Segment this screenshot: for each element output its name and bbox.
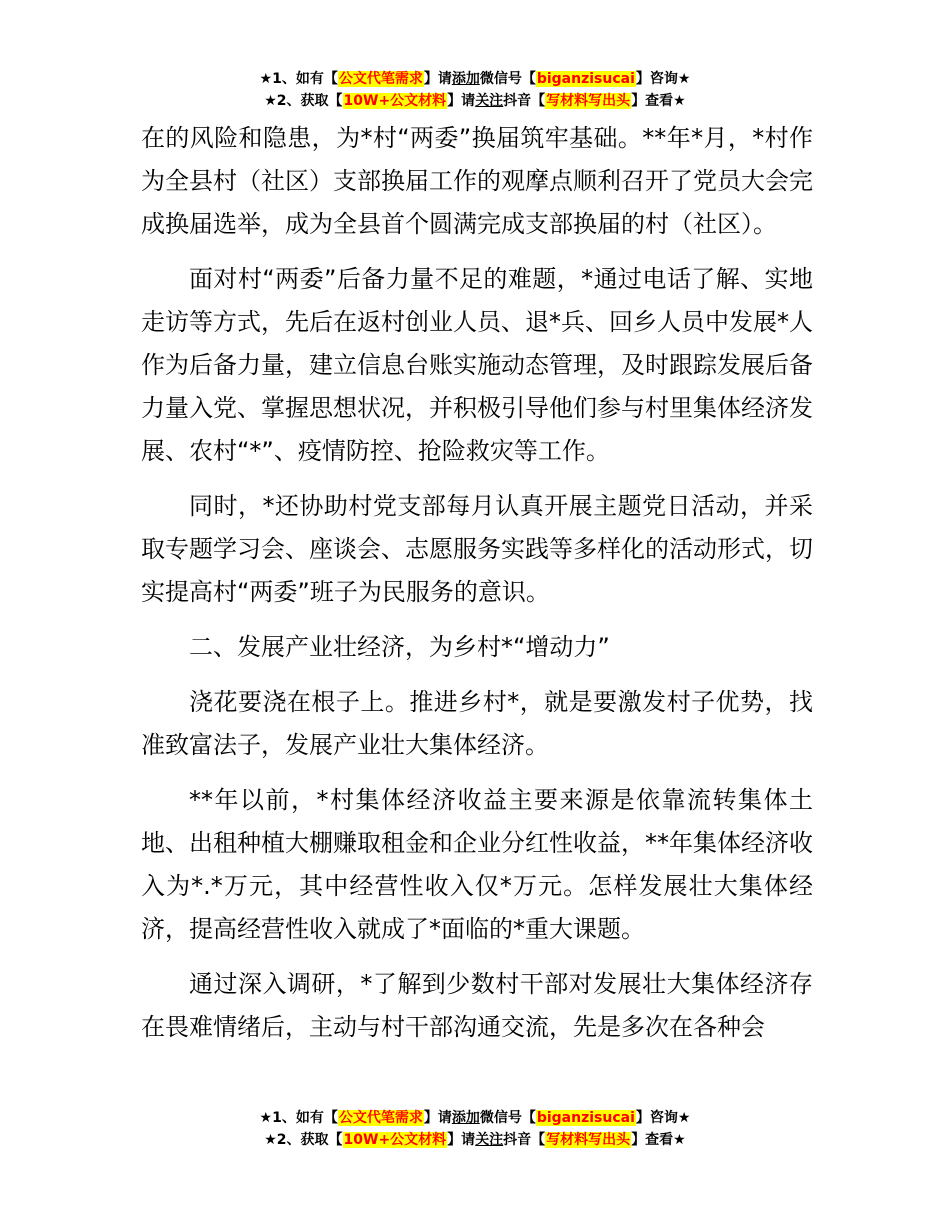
banner-line-1: [0, 1107, 950, 1129]
banner-highlight: 公文代笔需求: [338, 71, 423, 87]
banner-text: 】请: [423, 1110, 452, 1126]
banner-text: 】请: [423, 71, 452, 87]
paragraph: **年以前，*村集体经济收益主要来源是依靠流转集体土地、出租种植大棚赚取租金和企业分红性收益，**年集体经济收入为*.*万元，其中经营性收入仅*万元。怎样发展壮大集体经济，提高经营性收入就成了*面临的*重大课题。: [141, 786, 813, 943]
banner-highlight: 10W+公文材料: [343, 1132, 447, 1148]
banner-text: ★2、获取【: [264, 93, 343, 109]
banner-text: ★1、如有【: [259, 71, 338, 87]
paragraph: 同时，*还协助村党支部每月认真开展主题党日活动，并采取专题学习会、座谈会、志愿服务实践等多样化的活动形式，切实提高村“两委”班子为民服务的意识。: [141, 492, 813, 606]
banner-text: ★1、如有【: [259, 1110, 338, 1126]
banner-text: 】查看★: [631, 93, 686, 109]
banner-text: 抖音【: [503, 93, 546, 109]
banner-line-2: [0, 1129, 950, 1151]
paragraph: 面对村“两委”后备力量不足的难题，*通过电话了解、实地走访等方式，先后在返村创业人员、退*兵、回乡人员中发展*人作为后备力量，建立信息台账实施动态管理，及时跟踪发展后备力量入党、掌握思想状况，并积极引导他们参与村里集体经济发展、农村“*”、疫情防控、抢险救灾等工作。: [141, 265, 813, 465]
banner-underlined: 关注: [475, 1132, 504, 1148]
banner-text: 抖音【: [503, 1132, 546, 1148]
banner-text: 】咨询★: [635, 1110, 691, 1126]
banner-text: ★2、获取【: [264, 1132, 343, 1148]
banner-line-1: [0, 68, 950, 90]
section-heading: 二、发展产业壮经济，为乡村*“增动力”: [189, 633, 610, 661]
banner-underlined: 关注: [475, 93, 504, 109]
banner-line-2: [0, 90, 950, 112]
paragraph: 通过深入调研，*了解到少数村干部对发展壮大集体经济存在畏难情绪后，主动与村干部沟通交流，先是多次在各种会: [141, 970, 813, 1041]
banner-text: 微信号【: [479, 1110, 536, 1126]
paragraph: 在的风险和隐患，为*村“两委”换届筑牢基础。**年*月，*村作为全县村（社区）支部换届工作的观摩点顺利召开了党员大会完成换届选举，成为全县首个圆满完成支部换届的村（社区）。: [141, 124, 813, 238]
footer-banner: [0, 1107, 950, 1151]
document-body: [141, 117, 813, 1061]
banner-underlined: 添加: [451, 71, 480, 87]
banner-underlined: 添加: [451, 1110, 480, 1126]
banner-highlight: biganzisucai: [536, 71, 635, 87]
banner-text: 】查看★: [631, 1132, 686, 1148]
banner-text: 】请: [447, 93, 476, 109]
banner-text: 微信号【: [479, 71, 536, 87]
header-banner: [0, 68, 950, 112]
banner-text: 】咨询★: [635, 71, 691, 87]
banner-text: 】请: [447, 1132, 476, 1148]
banner-highlight: biganzisucai: [536, 1110, 635, 1126]
banner-highlight: 写材料写出头: [546, 1132, 631, 1148]
paragraph: 浇花要浇在根子上。推进乡村*，就是要激发村子优势，找准致富法子，发展产业壮大集体经济。: [141, 688, 813, 759]
banner-highlight: 写材料写出头: [546, 93, 631, 109]
banner-highlight: 10W+公文材料: [343, 93, 447, 109]
banner-highlight: 公文代笔需求: [338, 1110, 423, 1126]
